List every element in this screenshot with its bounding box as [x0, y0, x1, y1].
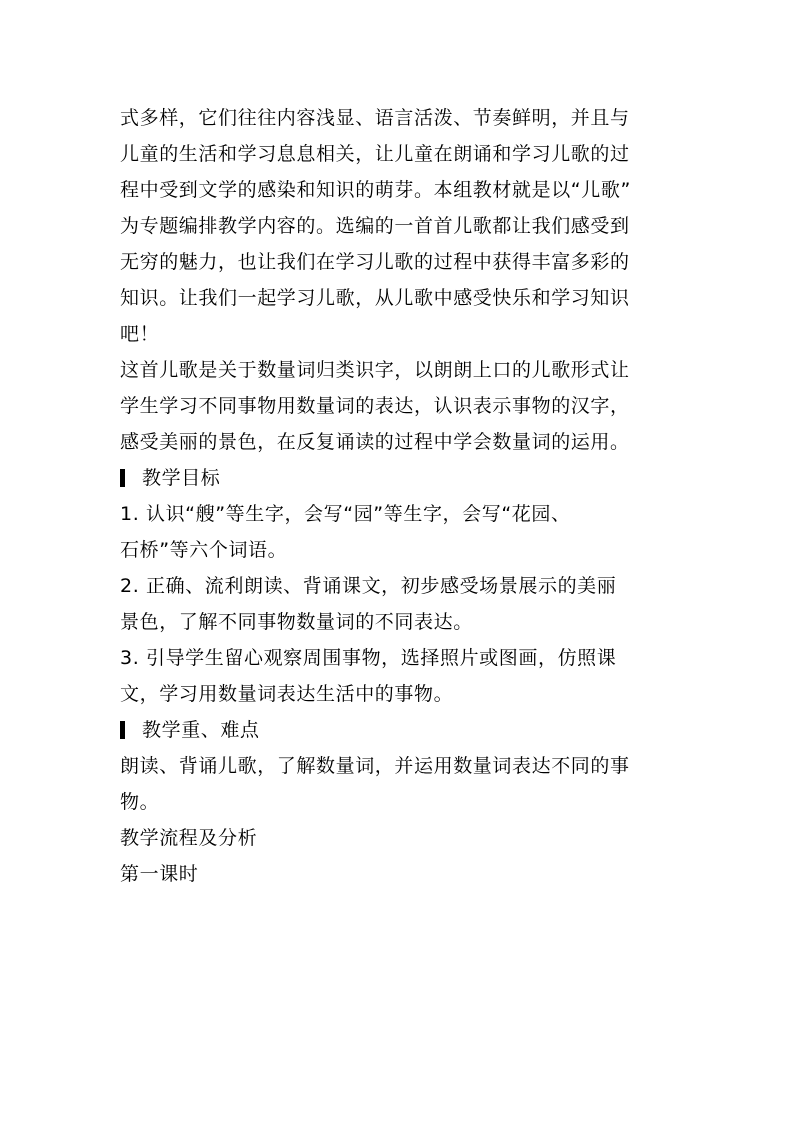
document-body [120, 100, 680, 892]
intro-line-1: 式多样，它们往往内容浅显、语言活泼、节奏鲜明，并且与 [120, 107, 630, 129]
intro-line-5: 无穷的魅力，也让我们在学习儿歌的过程中获得丰富多彩的 [120, 251, 630, 273]
keypoint-line-2: 物。 [120, 791, 160, 813]
intro-line-8: 这首儿歌是关于数量词归类识字，以朗朗上口的儿歌形式让 [120, 359, 630, 381]
goal-line-6: 文，学习用数量词表达生活中的事物。 [120, 683, 454, 705]
intro-line-4: 为专题编排教学内容的。选编的一首首儿歌都让我们感受到 [120, 215, 630, 237]
keypoint-line-1: 朗读、背诵儿歌，了解数量词，并运用数量词表达不同的事 [120, 755, 630, 777]
intro-line-10: 感受美丽的景色，在反复诵读的过程中学会数量词的运用。 [120, 431, 630, 453]
goal-line-3: 2. 正确、流利朗读、背诵课文，初步感受场景展示的美丽 [120, 575, 617, 597]
process-heading: 教学流程及分析 [120, 827, 258, 849]
section-heading-keypoints-text: 教学重、难点 [142, 719, 260, 741]
intro-line-6: 知识。让我们一起学习儿歌，从儿歌中感受快乐和学习知识 [120, 287, 630, 309]
heading-marker-icon [120, 721, 125, 739]
goal-line-2: 石桥”等六个词语。 [120, 539, 288, 561]
section-heading-keypoints [120, 712, 680, 748]
goal-line-1: 1. 认识“艘”等生字，会写“园”等生字，会写“花园、 [120, 503, 571, 525]
intro-line-7: 吧！ [120, 323, 160, 345]
intro-line-9: 学生学习不同事物用数量词的表达，认识表示事物的汉字， [120, 395, 630, 417]
heading-marker-icon [120, 469, 125, 487]
goal-line-4: 景色，了解不同事物数量词的不同表达。 [120, 611, 473, 633]
lesson-heading: 第一课时 [120, 863, 199, 885]
section-heading-goals [120, 460, 680, 496]
intro-line-2: 儿童的生活和学习息息相关，让儿童在朗诵和学习儿歌的过 [120, 143, 630, 165]
goal-line-5: 3. 引导学生留心观察周围事物，选择照片或图画，仿照课 [120, 647, 617, 669]
section-heading-goals-text: 教学目标 [142, 467, 221, 489]
intro-line-3: 程中受到文学的感染和知识的萌芽。本组教材就是以“儿歌” [120, 179, 631, 201]
